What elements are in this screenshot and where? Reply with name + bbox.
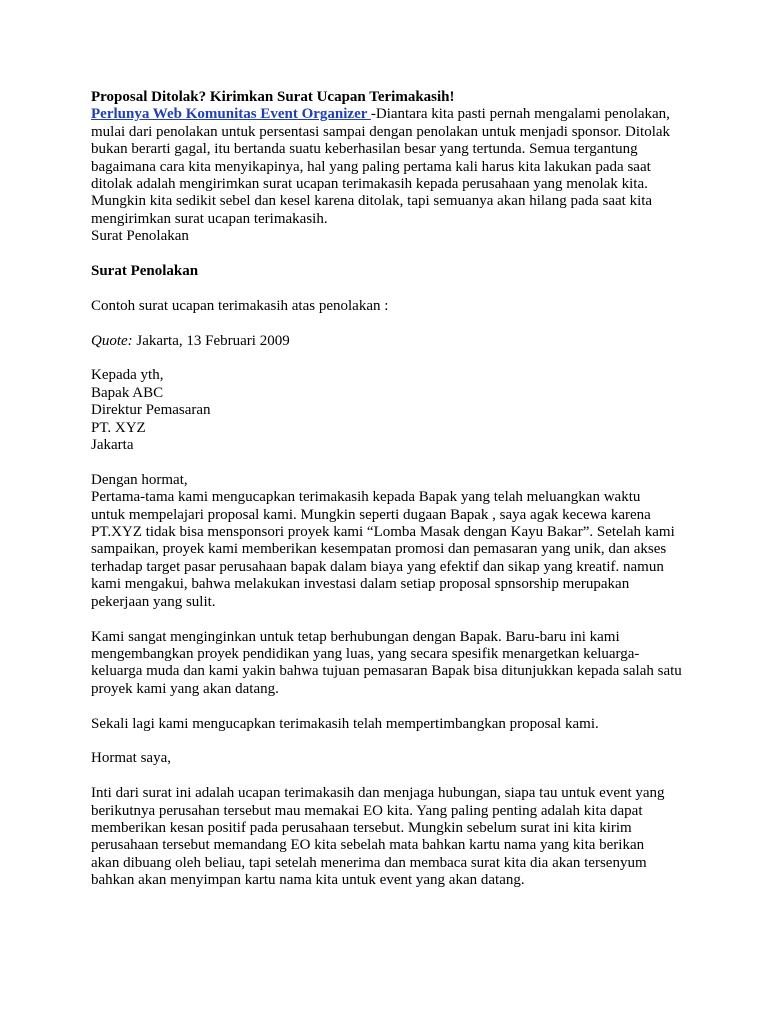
- spacer: [91, 454, 691, 471]
- recipient-line-2: Direktur Pemasaran: [91, 402, 211, 419]
- summary-line-2: memberikan kesan positif pada perusahaan tersebut. Mungkin sebelum surat ini kita kirim: [91, 819, 632, 836]
- spacer: [91, 768, 691, 785]
- article-link[interactable]: Perlunya Web Komunitas Event Organizer: [91, 106, 371, 123]
- intro-text-0: -Diantara kita pasti pernah mengalami penolakan,: [370, 106, 670, 123]
- paragraph2-line-0: Kami sangat menginginkan untuk tetap berhubungan dengan Bapak. Baru-baru ini kami: [91, 628, 620, 645]
- spacer: [91, 733, 691, 750]
- intro-caption: Surat Penolakan: [91, 228, 189, 245]
- summary-line-3: perusahaan tersebut memandang EO kita sebelah mata bahkan kartu nama yang kita berikan: [91, 837, 645, 854]
- spacer: [91, 280, 691, 297]
- recipient-line-4: Jakarta: [91, 437, 134, 454]
- quote-line: [91, 333, 691, 350]
- paragraph2-line-2: keluarga muda dan kami yakin bahwa tujuan pemasaran Bapak bisa ditunjukkan kepada salah satu: [91, 663, 682, 680]
- paragraph1-line-5: kami mengakui, bahwa melakukan investasi dalam setiap proposal spnsorship merupakan: [91, 576, 630, 593]
- spacer: [91, 611, 691, 628]
- paragraph2-line-3: proyek kami yang akan datang.: [91, 680, 279, 697]
- intro-line-3: bagaimana cara kita menyikapinya, hal yang paling pertama kali harus kita lakukan pada saat: [91, 158, 651, 175]
- letter-date: Jakarta, 13 Februari 2009: [132, 332, 290, 349]
- paragraph1-line-2: PT.XYZ tidak bisa mensponsori proyek kami “Lomba Masak dengan Kayu Bakar”. Setelah kami: [91, 524, 675, 541]
- summary-line-4: akan dibuang oleh beliau, tapi setelah menerima dan membaca surat kita dia akan tersenyum: [91, 854, 647, 871]
- summary-line-5: bahkan akan menyimpan kartu nama kita untuk event yang akan datang.: [91, 872, 525, 889]
- paragraph1-line-1: untuk mempelajari proposal kami. Mungkin seperti dugaan Bapak , saya agak kecewa karena: [91, 506, 651, 523]
- recipient-line-1: Bapak ABC: [91, 384, 164, 401]
- closing: Hormat saya,: [91, 750, 171, 767]
- recipient-line-0: Kepada yth,: [91, 367, 164, 384]
- spacer: [91, 350, 691, 367]
- spacer: [91, 315, 691, 332]
- spacer: [91, 698, 691, 715]
- paragraph2-line-1: mengembangkan proyek pendidikan yang luas, yang secara spesifik menargetkan keluarga-: [91, 645, 640, 662]
- summary-line-1: berikutnya perusahan tersebut mau memakai EO kita. Yang paling penting adalah kita dapat: [91, 802, 643, 819]
- document-page: [91, 89, 691, 890]
- intro-line-0: [91, 106, 691, 123]
- paragraph1-line-6: pekerjaan yang sulit.: [91, 593, 216, 610]
- example-intro: Contoh surat ucapan terimakasih atas penolakan :: [91, 297, 389, 314]
- paragraph1-line-0: Pertama-tama kami mengucapkan terimakasih kepada Bapak yang telah meluangkan waktu: [91, 489, 641, 506]
- intro-line-4: ditolak adalah mengirimkan surat ucapan terimakasih kepada perusahaan yang menolak kita.: [91, 176, 648, 193]
- recipient-line-3: PT. XYZ: [91, 419, 146, 436]
- summary-line-0: Inti dari surat ini adalah ucapan terimakasih dan menjaga hubungan, siapa tau untuk event yang: [91, 785, 665, 802]
- spacer: [91, 246, 691, 263]
- greeting: Dengan hormat,: [91, 471, 188, 488]
- intro-line-5: Mungkin kita sedikit sebel dan kesel karena ditolak, tapi semuanya akan hilang pada saat kita: [91, 193, 653, 210]
- paragraph3: Sekali lagi kami mengucapkan terimakasih telah mempertimbangkan proposal kami.: [91, 715, 599, 732]
- section-heading: Surat Penolakan: [91, 263, 199, 280]
- quote-label: Quote:: [91, 332, 133, 349]
- intro-line-6: mengirimkan surat ucapan terimakasih.: [91, 210, 328, 227]
- paragraph1-line-4: terhadap target pasar perusahaan bapak dalam biaya yang efektif dan sikap yang kreatif. namun: [91, 558, 664, 575]
- paragraph1-line-3: sampaikan, proyek kami memberikan kesempatan promosi dan pemasaran yang unik, dan akses: [91, 541, 667, 558]
- intro-line-1: mulai dari penolakan untuk persentasi sampai dengan penolakan untuk menjadi sponsor. Ditolak: [91, 123, 671, 140]
- document-title: Proposal Ditolak? Kirimkan Surat Ucapan Terimakasih!: [91, 89, 455, 105]
- intro-line-2: bukan berarti gagal, itu bertanda suatu keberhasilan besar yang tertunda. Semua tergantung: [91, 141, 638, 158]
